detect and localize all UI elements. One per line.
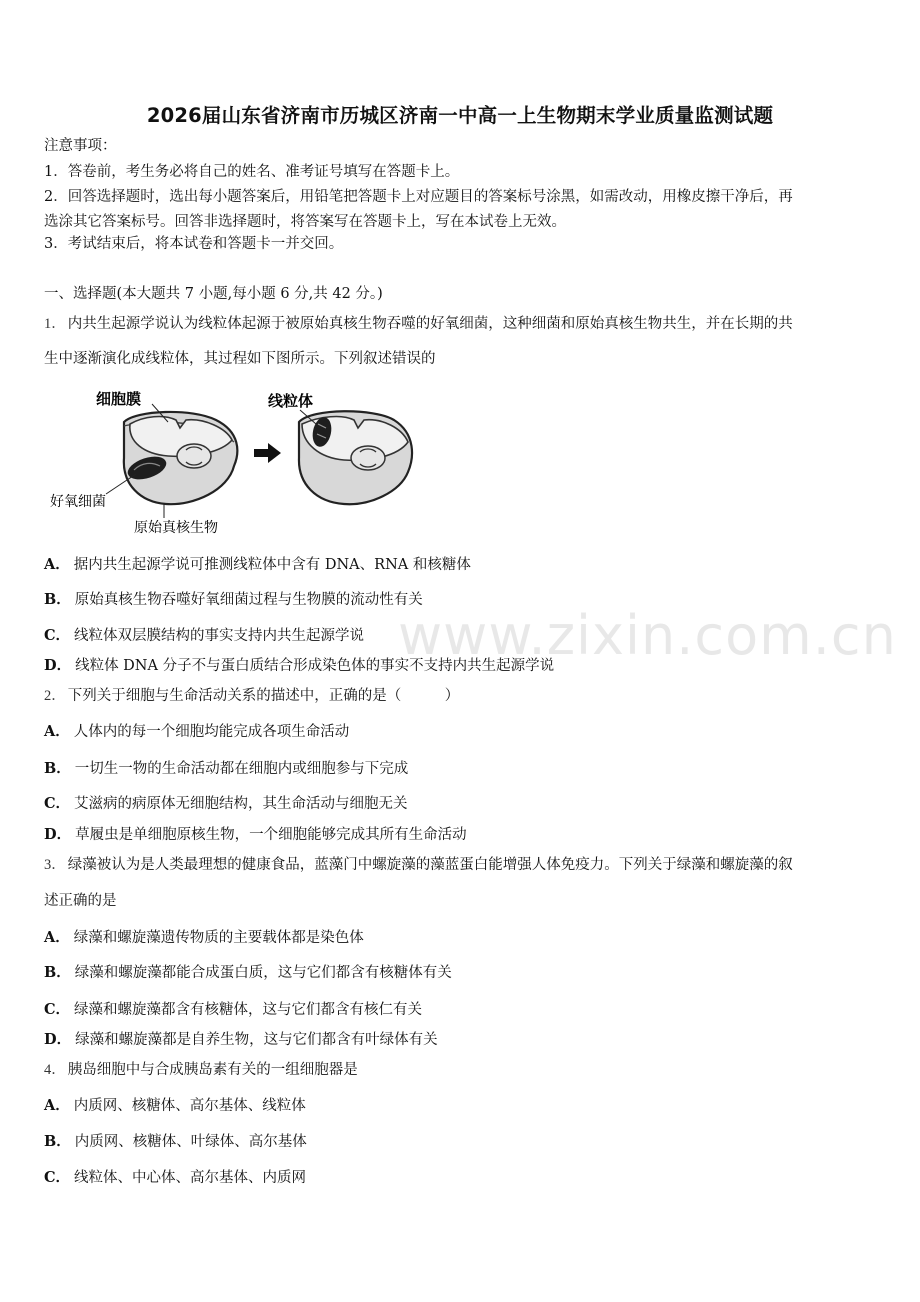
label-mitochondrion: 线粒体	[268, 392, 314, 410]
question-4-stem	[44, 1060, 358, 1080]
label-cell-membrane: 细胞膜	[96, 390, 142, 408]
option-b	[44, 1132, 307, 1152]
option-letter: B．	[44, 591, 71, 608]
option-a	[44, 722, 349, 742]
option-letter: D．	[44, 1031, 72, 1048]
option-text: 线粒体 DNA 分子不与蛋白质结合形成染色体的事实不支持内共生起源学说	[75, 658, 555, 674]
option-d	[44, 825, 467, 845]
endosymbiosis-diagram	[44, 380, 424, 540]
option-c	[44, 626, 364, 646]
question-3-stem-cont: 述正确的是	[44, 893, 117, 909]
option-c	[44, 1000, 422, 1020]
option-b	[44, 590, 423, 610]
question-number: 1．	[44, 316, 66, 332]
arrow-icon	[254, 443, 281, 463]
question-3-stem	[44, 855, 793, 875]
option-text: 艾滋病的病原体无细胞结构，其生命活动与细胞无关	[74, 796, 408, 812]
option-letter: B．	[44, 1133, 71, 1150]
question-text: 内共生起源学说认为线粒体起源于被原始真核生物吞噬的好氧细菌，这种细菌和原始真核生物共生，并在长期的共	[67, 316, 793, 332]
option-a	[44, 928, 364, 948]
section-heading: 一、选择题(本大题共 7 小题,每小题 6 分,共 42 分。)	[44, 286, 383, 302]
question-1-stem-cont: 生中逐渐演化成线粒体，其过程如下图所示。下列叙述错误的	[44, 351, 436, 367]
notice-item: 选涂其它答案标号。回答非选择题时，将答案写在答题卡上，写在本试卷上无效。	[44, 214, 566, 230]
option-letter: A．	[44, 929, 70, 946]
option-letter: D．	[44, 657, 72, 674]
label-aerobic-bacteria: 好氧细菌	[50, 494, 106, 510]
label-primitive-eukaryote: 原始真核生物	[134, 520, 218, 536]
option-letter: C．	[44, 795, 71, 812]
option-letter: C．	[44, 1001, 71, 1018]
notice-item: 2．回答选择题时，选出每小题答案后，用铅笔把答题卡上对应题目的答案标号涂黑，如需改动，用橡皮擦干净后，再	[44, 189, 793, 205]
question-2-stem	[44, 686, 459, 706]
option-text: 绿藻和螺旋藻遗传物质的主要载体都是染色体	[73, 930, 364, 946]
notice-item: 3．考试结束后，将本试卷和答题卡一并交回。	[44, 236, 344, 252]
option-letter: A．	[44, 723, 70, 740]
option-text: 内质网、核糖体、高尔基体、线粒体	[73, 1098, 306, 1114]
primitive-eukaryote-cell	[124, 412, 237, 504]
watermark: www.zixin.com.cn	[398, 604, 897, 667]
notice-item: 1．答卷前，考生务必将自己的姓名、准考证号填写在答题卡上。	[44, 164, 460, 180]
option-letter: C．	[44, 1169, 71, 1186]
option-text: 线粒体、中心体、高尔基体、内质网	[74, 1170, 307, 1186]
option-letter: B．	[44, 964, 71, 981]
question-number: 3．	[44, 857, 66, 873]
option-text: 绿藻和螺旋藻都能合成蛋白质，这与它们都含有核糖体有关	[74, 965, 452, 981]
option-a	[44, 555, 471, 575]
option-text: 绿藻和螺旋藻都含有核糖体，这与它们都含有核仁有关	[74, 1002, 423, 1018]
option-letter: C．	[44, 627, 71, 644]
option-c	[44, 794, 408, 814]
page-title: 2026届山东省济南市历城区济南一中高一上生物期末学业质量监测试题	[146, 104, 774, 127]
option-letter: D．	[44, 826, 72, 843]
option-text: 一切生一物的生命活动都在细胞内或细胞参与下完成	[74, 761, 409, 777]
option-text: 原始真核生物吞噬好氧细菌过程与生物膜的流动性有关	[74, 592, 423, 608]
notice-heading: 注意事项：	[44, 138, 117, 154]
option-text: 线粒体双层膜结构的事实支持内共生起源学说	[74, 628, 365, 644]
option-letter: A．	[44, 1097, 70, 1114]
option-d	[44, 1030, 438, 1050]
question-text: 胰岛细胞中与合成胰岛素有关的一组细胞器是	[67, 1062, 358, 1078]
option-b	[44, 759, 408, 779]
question-number: 4．	[44, 1062, 66, 1078]
question-text: 下列关于细胞与生命活动关系的描述中，正确的是（ ）	[67, 688, 460, 704]
question-1-stem	[44, 314, 793, 334]
option-text: 人体内的每一个细胞均能完成各项生命活动	[73, 724, 350, 740]
question-text: 绿藻被认为是人类最理想的健康食品，蓝藻门中螺旋藻的藻蓝蛋白能增强人体免疫力。下列关于绿藻和螺旋藻的叙	[67, 857, 793, 873]
option-c	[44, 1168, 306, 1188]
question-number: 2．	[44, 688, 66, 704]
option-letter: A．	[44, 556, 70, 573]
option-text: 据内共生起源学说可推测线粒体中含有 DNA、RNA 和核糖体	[73, 557, 471, 573]
option-text: 内质网、核糖体、叶绿体、高尔基体	[74, 1134, 307, 1150]
option-text: 草履虫是单细胞原核生物，一个细胞能够完成其所有生命活动	[75, 827, 467, 843]
option-b	[44, 963, 452, 983]
eukaryote-cell-with-mitochondrion	[299, 411, 412, 504]
option-text: 绿藻和螺旋藻都是自养生物，这与它们都含有叶绿体有关	[75, 1032, 438, 1048]
option-letter: B．	[44, 760, 71, 777]
option-a	[44, 1096, 306, 1116]
